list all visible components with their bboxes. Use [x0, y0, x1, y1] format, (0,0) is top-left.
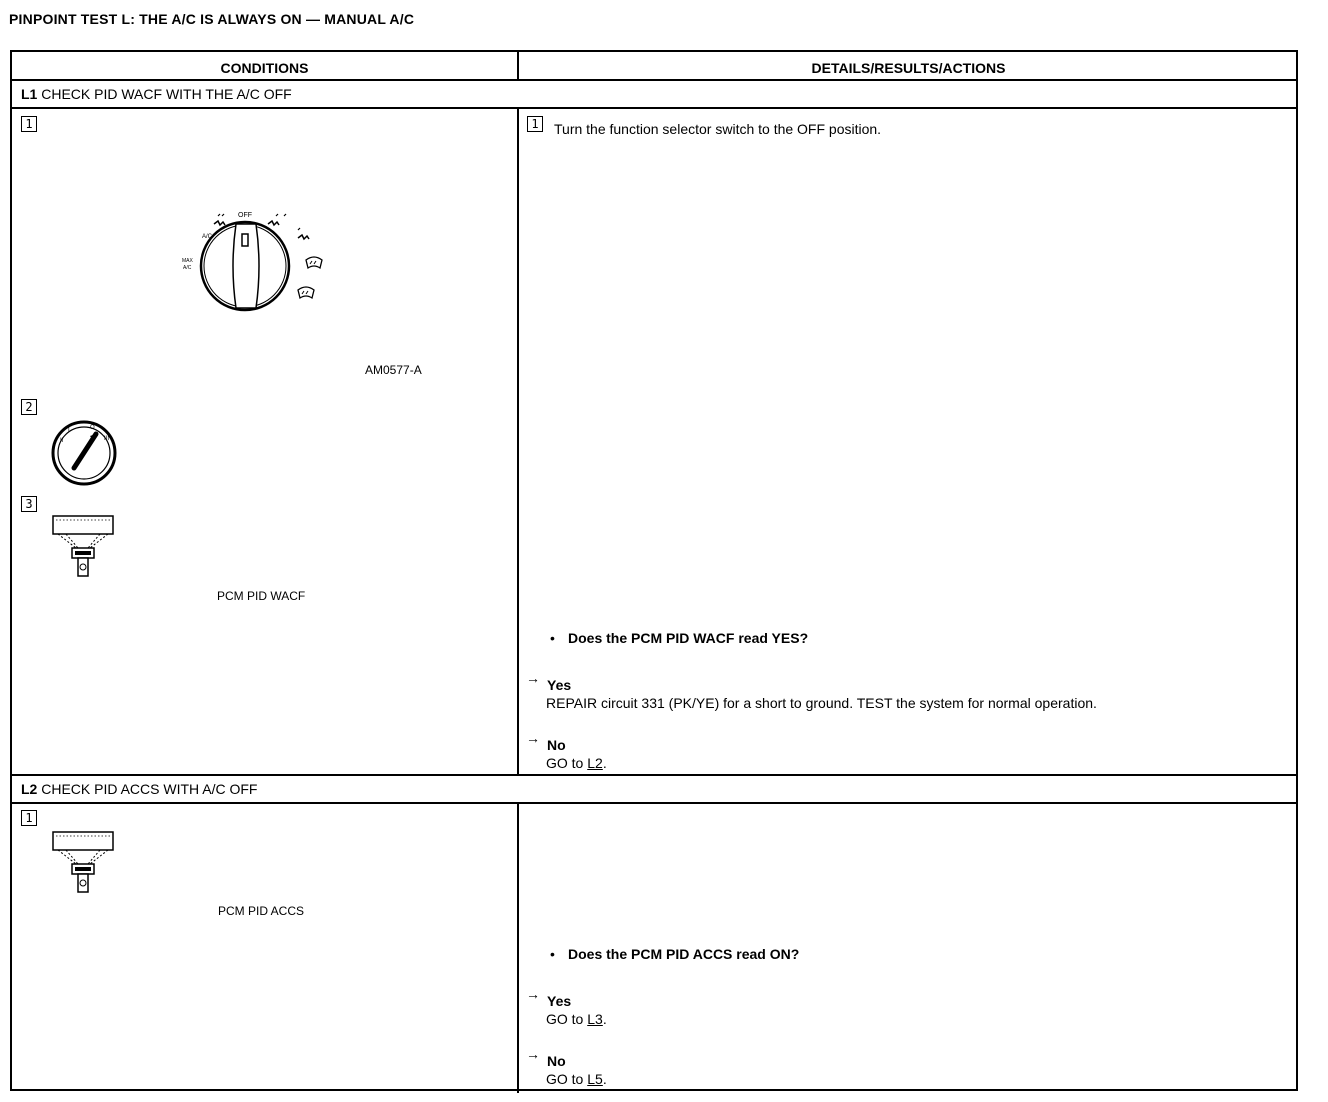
l1-question	[550, 630, 808, 646]
l2-no-suffix: .	[602, 1071, 607, 1087]
step-l2-id: L2	[21, 781, 38, 797]
l2-yes-label: Yes	[547, 993, 572, 1009]
scan-tool-icon	[52, 830, 116, 900]
arrow-right-icon: →	[526, 1046, 540, 1062]
l2-condition-1-number: 1	[21, 810, 37, 826]
arrow-right-icon: →	[526, 986, 540, 1002]
details-column-header: DETAILS/RESULTS/ACTIONS	[811, 60, 1006, 76]
l1-action-1-text: Turn the function selector switch to the OFF position.	[554, 121, 882, 137]
l1-no-label: No	[547, 737, 566, 753]
step-l2-title	[21, 781, 257, 797]
link-l2[interactable]: L2	[587, 755, 603, 771]
step-l1-id: L1	[21, 86, 38, 102]
l2-question-text: Does the PCM PID ACCS read ON?	[568, 946, 800, 962]
l1-no-prefix: GO to	[546, 755, 588, 771]
step-l2-title-text: CHECK PID ACCS WITH A/C OFF	[41, 781, 258, 797]
conditions-column-header: CONDITIONS	[220, 60, 309, 76]
l1-no-suffix: .	[602, 755, 607, 771]
l2-yes-text	[546, 1011, 607, 1027]
l1-condition-3-number: 3	[21, 496, 37, 512]
l2-section-divider	[12, 774, 1296, 776]
l2-yes-suffix: .	[602, 1011, 607, 1027]
header-divider	[12, 79, 1296, 81]
l1-scan-tool-caption: PCM PID WACF	[217, 589, 306, 603]
bullet-icon: •	[550, 946, 555, 962]
l2-yes-prefix: GO to	[546, 1011, 588, 1027]
figure-code-caption: AM0577-A	[365, 363, 422, 377]
l2-column-divider	[517, 803, 519, 1093]
l2-no-text	[546, 1071, 607, 1087]
ignition-switch-figure	[50, 420, 120, 486]
l1-column-divider	[517, 108, 519, 775]
scan-tool-icon	[52, 514, 116, 584]
l1-action-1-number: 1	[527, 116, 543, 132]
pinpoint-test-table	[10, 50, 1298, 1091]
link-l5[interactable]: L5	[587, 1071, 603, 1087]
l1-no-text	[546, 755, 607, 771]
function-selector-dial-figure	[172, 200, 332, 315]
page-title: PINPOINT TEST L: THE A/C IS ALWAYS ON — MANUAL A/C	[9, 11, 415, 27]
l2-scan-tool-caption: PCM PID ACCS	[218, 904, 305, 918]
l2-no-label: No	[547, 1053, 566, 1069]
arrow-right-icon: →	[526, 670, 540, 686]
l1-question-text: Does the PCM PID WACF read YES?	[568, 630, 809, 646]
step-l1-title-text: CHECK PID WACF WITH THE A/C OFF	[41, 86, 292, 102]
svg-text:A/C: A/C	[183, 265, 192, 271]
l1-condition-1-number: 1	[21, 116, 37, 132]
l1-yes-text: REPAIR circuit 331 (PK/YE) for a short to ground. TEST the system for normal operation.	[546, 695, 1097, 711]
svg-text:MAX: MAX	[182, 258, 193, 264]
svg-text:I: I	[68, 428, 70, 434]
l1-title-divider	[12, 107, 1296, 109]
svg-text:O: O	[90, 425, 95, 431]
svg-text:II: II	[60, 438, 64, 444]
link-l3[interactable]: L3	[587, 1011, 603, 1027]
l1-yes-label: Yes	[547, 677, 572, 693]
l2-title-divider	[12, 802, 1296, 804]
l2-question	[550, 946, 799, 962]
bullet-icon: •	[550, 630, 555, 646]
step-l1-title	[21, 86, 292, 102]
arrow-right-icon: →	[526, 730, 540, 746]
dial-label-off: OFF	[238, 212, 252, 219]
svg-text:III: III	[104, 436, 110, 442]
l2-no-prefix: GO to	[546, 1071, 588, 1087]
l1-condition-2-number: 2	[21, 399, 37, 415]
dial-label-ac: A/C	[202, 234, 213, 240]
header-column-divider	[517, 52, 519, 80]
